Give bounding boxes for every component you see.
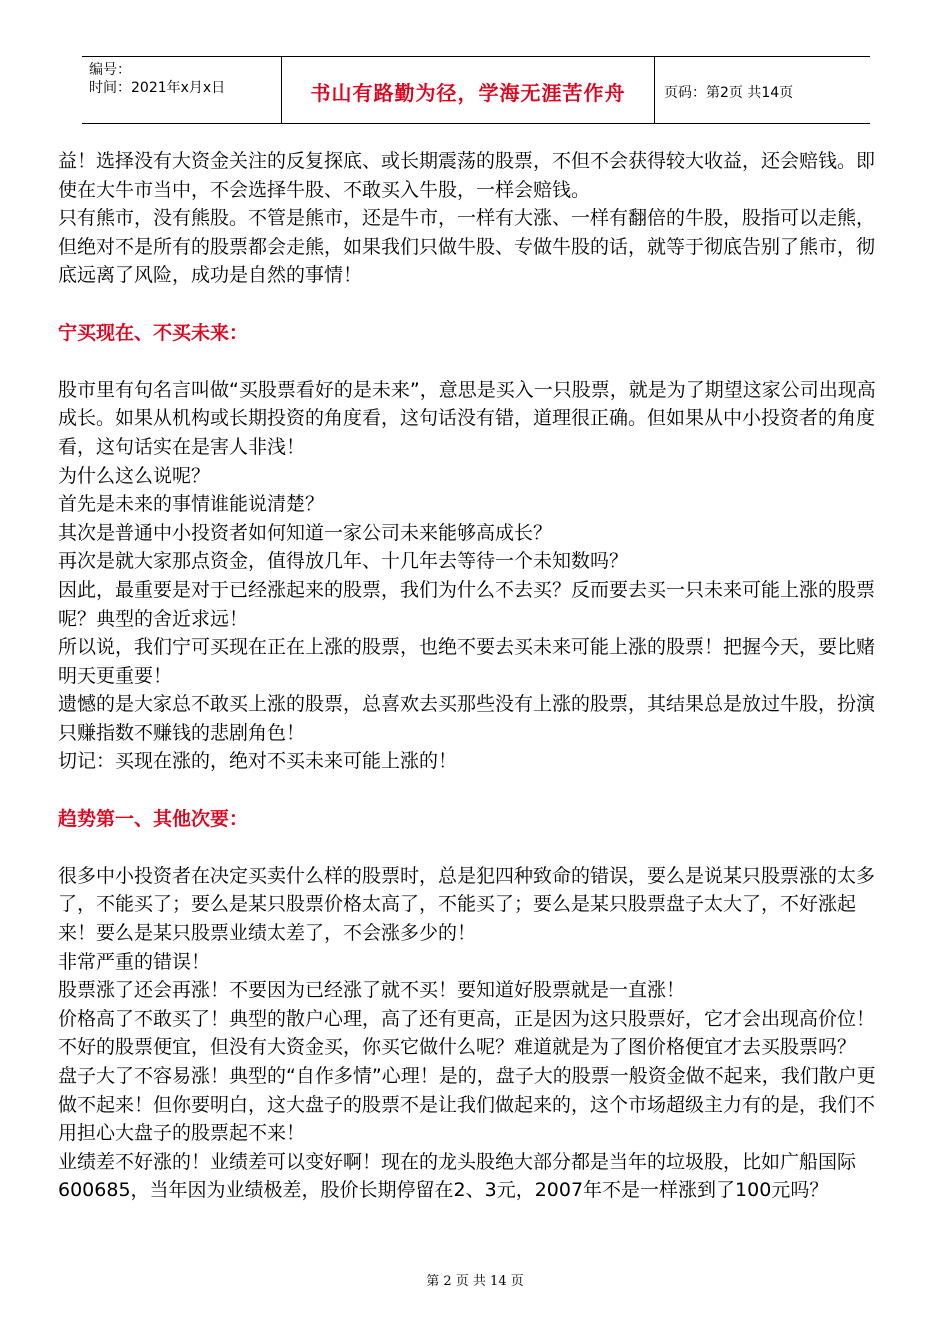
header-meta — [89, 61, 225, 97]
paragraph: 盘子大了不容易涨！典型的“自作多情”心理！是的，盘子大的股票一般资金做不起来，我们散户更做不起来！但你要明白，这大盘子的股票不是让我们做起来的，这个市场超级主力有的是，我们不用担心大盘子的股票起不来！ — [58, 1065, 876, 1145]
paragraph: 价格高了不敢买了！典型的散户心理，高了还有更高，正是因为这只股票好，它才会出现高价位！不好的股票便宜，但没有大资金买，你买它做什么呢？难道就是为了图价格便宜才去买股票吗？ — [58, 1007, 876, 1059]
number-label: 编号： — [89, 62, 131, 78]
paragraph: 再次是就大家那点资金，值得放几年、十几年去等待一个未知数吗？ — [58, 550, 629, 573]
paragraph: 为什么这么说呢？ — [58, 464, 211, 487]
header-motto: 书山有路勤为径，学海无涯苦作舟 — [310, 81, 626, 105]
document-body — [58, 147, 888, 1205]
time-label: 时间：2021年x月x日 — [89, 80, 226, 96]
paragraph: 业绩差不好涨的！业绩差可以变好啊！现在的龙头股绝大部分都是当年的垃圾股，比如广船国际600685，当年因为业绩极差，股价长期停留在2、3元，2007年不是一样涨到了100元吗？ — [58, 1150, 857, 1202]
paragraph: 益！选择没有大资金关注的反复探底、或长期震荡的股票，不但不会获得较大收益，还会赔钱。即使在大牛市当中，不会选择牛股、不敢买入牛股，一样会赔钱。 — [58, 150, 876, 201]
header-divider — [654, 57, 655, 123]
paragraph: 非常严重的错误！ — [58, 950, 211, 973]
paragraph: 其次是普通中小投资者如何知道一家公司未来能够高成长？ — [58, 521, 553, 544]
section-heading: 趋势第一、其他次要： — [58, 807, 249, 830]
page-header — [82, 56, 870, 124]
paragraph: 首先是未来的事情谁能说清楚？ — [58, 493, 325, 516]
paragraph: 遗憾的是大家总不敢买上涨的股票，总喜欢去买那些没有上涨的股票，其结果总是放过牛股，扮演只赚指数不赚钱的悲剧角色！ — [58, 693, 876, 744]
paragraph: 只有熊市，没有熊股。不管是熊市，还是牛市，一样有大涨、一样有翻倍的牛股，股指可以走熊，但绝对不是所有的股票都会走熊，如果我们只做牛股、专做牛股的话，就等于彻底告别了熊市，彻底远离了风险，成功是自然的事情！ — [58, 207, 876, 287]
paragraph: 因此，最重要是对于已经涨起来的股票，我们为什么不去买？反而要去买一只未来可能上涨的股票呢？典型的舍近求远！ — [58, 578, 876, 630]
header-page-info: 页码：第2页 共14页 — [664, 85, 794, 101]
paragraph: 很多中小投资者在决定买卖什么样的股票时，总是犯四种致命的错误，要么是说某只股票涨的太多了，不能买了；要么是某只股票价格太高了，不能买了；要么是某只股票盘子太大了，不好涨起来！要么是某只股票业绩太差了，不会涨多少的！ — [58, 864, 876, 945]
section-heading: 宁买现在、不买未来： — [58, 321, 249, 344]
paragraph: 股票涨了还会再涨！不要因为已经涨了就不买！要知道好股票就是一直涨！ — [58, 979, 686, 1002]
paragraph: 股市里有句名言叫做“买股票看好的是未来”，意思是买入一只股票，就是为了期望这家公司出现高成长。如果从机构或长期投资的角度看，这句话没有错，道理很正确。但如果从中小投资者的角度看，这句话实在是害人非浅！ — [58, 378, 876, 458]
page-footer: 第 2 页 共 14 页 — [426, 1274, 524, 1289]
paragraph: 所以说，我们宁可买现在正在上涨的股票，也绝不要去买未来可能上涨的股票！把握今天，要比赌明天更重要！ — [58, 636, 876, 687]
paragraph: 切记：买现在涨的，绝对不买未来可能上涨的！ — [58, 750, 458, 773]
